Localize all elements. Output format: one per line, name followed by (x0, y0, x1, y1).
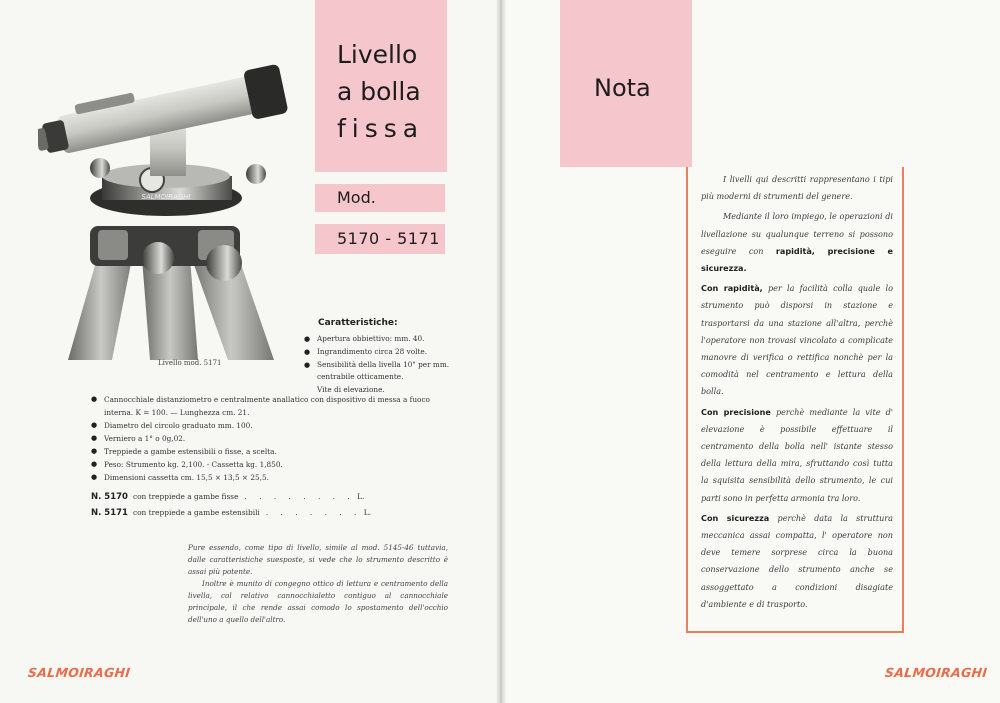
section-rapidita (701, 280, 893, 400)
photo-engraving: SALMOIRAGHI (141, 193, 191, 201)
intro-paragraph-1: I livelli qui descritti rappresentano i tipi più moderni di strumenti del genere. (701, 174, 893, 202)
order-dots: . . . . . . . . (244, 492, 355, 501)
intro-text: Mediante il loro impiego, le operazioni di livellazione su qualunque terreno si possono eseguire con (701, 211, 893, 256)
list-item: ● Ingrandimento circa 28 volte. (304, 346, 476, 359)
section-heading: Con precisione (701, 406, 771, 417)
list-item: ● Diametro del circolo graduato mm. 100. (91, 419, 461, 432)
model-numbers-block (315, 224, 445, 254)
specs-heading: Caratteristiche: (318, 318, 398, 328)
list-item: ● Cannocchiale distanziometro e centralmente anallatico con dispositivo di messa a fuoco interna. K = 100. — Lunghezza cm. 21. (91, 393, 461, 419)
model-label: Mod. (337, 188, 376, 207)
section-text: perchè mediante la vite d' elevazione è possibile effettuare il centramento della bolla nell' istante stesso della lettura della mira, sfruttando così tutta la squisita sensibilità dello strumento, le cui parti sono in perfetta armonia tra loro. (701, 406, 893, 503)
level-instrument-photo (38, 58, 296, 360)
specs-continuation: Vite di elevazione. (317, 385, 385, 395)
order-price: L. (357, 492, 365, 501)
order-row-5170 (91, 492, 364, 502)
model-label-block (315, 184, 445, 212)
brand-logo: SALMOIRAGHI (884, 665, 989, 680)
brand-logo: SALMOIRAGHI (27, 665, 132, 680)
nota-text (701, 171, 893, 616)
note-paragraph: Inoltre è munito di congegno ottico di lettura e centramento della livella, col relativo cannocchialetto contiguo al cannocchiale principale, il che rende assai comodo lo spostamento dell'occhio dell'uno a quello dell'altro. (188, 579, 448, 624)
page-title (337, 36, 424, 147)
order-code: N. 5171 (91, 508, 128, 518)
page-spine (496, 0, 506, 703)
order-price: L. (363, 508, 371, 517)
list-item: ● Peso: Strumento kg. 2,100. - Cassetta kg. 1,850. (91, 458, 461, 471)
order-row-5171 (91, 508, 371, 518)
list-item: ● Apertura obbiettivo: mm. 40. (304, 333, 476, 346)
description-note (188, 542, 448, 626)
order-desc: con treppiede a gambe fisse (132, 492, 239, 501)
title-line-1: Livello (337, 40, 418, 69)
section-heading: Con rapidità, (701, 283, 763, 294)
list-item: ● Sensibilità della livella 10" per mm. centrabile otticamente. (304, 359, 476, 385)
list-item: ● Verniero a 1° o 0g,02. (91, 432, 461, 445)
specs-list (304, 333, 476, 397)
order-code: N. 5170 (91, 492, 128, 502)
intro-paragraph-2 (701, 208, 893, 277)
nota-title-block (560, 0, 692, 167)
list-item: ● Dimensioni cassetta cm. 15,5 × 13,5 × 25,5. (91, 471, 461, 484)
section-text: per la facilità colla quale lo strumento può disporsi in stazione e trasportarsi da una stazione all'altra, perchè l'operatore non trovasi vincolato a complicate manovre di verifica o rettifica nonchè per la comodità nel centramento e lettura della bolla. (701, 283, 893, 397)
order-desc: con treppiede a gambe estensibili (132, 508, 260, 517)
section-text: perchè data la struttura meccanica assai compatta, l' operatore non deve temere sorprese circa la buona conservazione dello strumento anche se assoggettato a condizioni disagiate d'ambiente e di trasporto. (701, 512, 893, 609)
title-line-2: a bolla (337, 77, 421, 106)
section-sicurezza (701, 510, 893, 613)
order-dots: . . . . . . . (265, 508, 362, 517)
list-item: ● Treppiede a gambe estensibili o fisse, a scelta. (91, 445, 461, 458)
section-heading: Con sicurezza (701, 512, 770, 523)
nota-title: Nota (594, 74, 651, 102)
section-precisione (701, 404, 893, 507)
photo-caption: Livello mod. 5171 (158, 359, 222, 367)
note-paragraph: Pure essendo, come tipo di livello, simile al mod. 5145-46 tuttavia, dalle caratteristiche suesposte, si vede che lo strumento descritto è assai più potente. (188, 543, 448, 576)
title-block (315, 0, 447, 172)
features-list (91, 393, 461, 484)
title-line-3: fissa (337, 114, 425, 143)
model-numbers: 5170 - 5171 (337, 229, 440, 248)
intro-bold: rapidità, precisione e sicurezza. (701, 245, 893, 274)
